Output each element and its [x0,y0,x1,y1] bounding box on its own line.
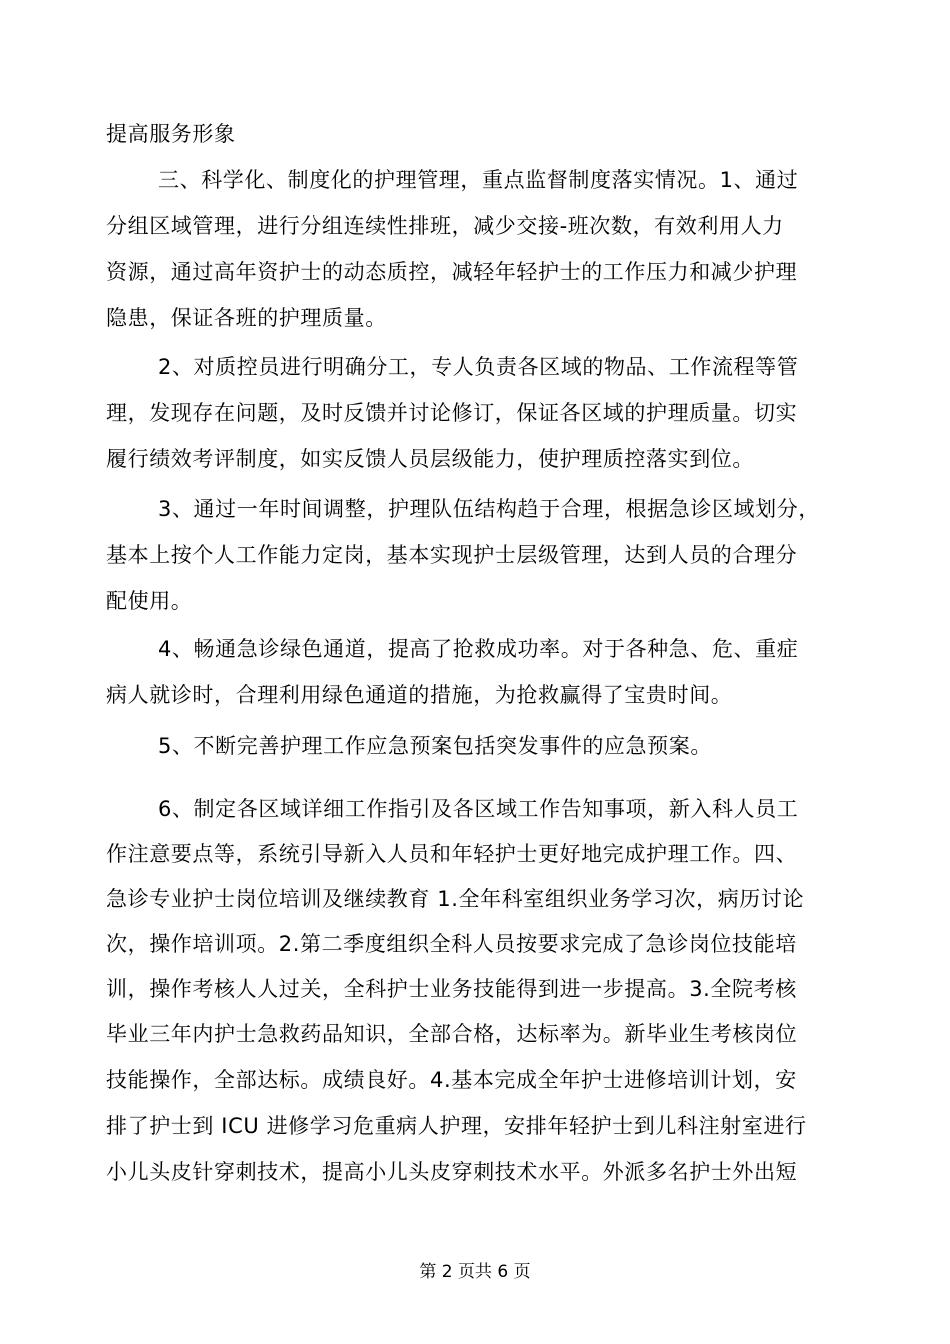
text-line: 隐患，保证各班的护理质量。 [106,306,387,330]
text-line: 4、畅通急诊绿色通道，提高了抢救成功率。对于各种急、危、重症 [158,637,799,661]
text-line: 作注意要点等，系统引导新入人员和年轻护士更好地完成护理工作。四、 [106,842,798,866]
text-line: 毕业三年内护士急救药品知识，全部合格，达标率为。新毕业生考核岗位 [106,1022,798,1046]
text-line: 履行绩效考评制度，如实反馈人员层级能力，使护理质控落实到位。 [106,447,754,471]
page-number: 第 2 页共 6 页 [419,1262,531,1282]
text-line: 理，发现存在问题，及时反馈并讨论修订，保证各区域的护理质量。切实 [106,401,798,425]
text-line: 2、对质控员进行明确分工，专人负责各区域的物品、工作流程等管 [158,355,799,379]
text-line: 训，操作考核人人过关，全科护士业务技能得到进一步提高。3.全院考核 [106,977,797,1001]
text-line: 三、科学化、制度化的护理管理，重点监督制度落实情况。1、通过 [158,168,799,192]
text-line: 6、制定各区域详细工作指引及各区域工作告知事项，新入科人员工 [158,797,799,821]
text-line: 配使用。 [106,589,193,613]
text-line: 排了护士到 ICU 进修学习危重病人护理，安排年轻护士到儿科注射室进行 [106,1114,807,1138]
text-line: 基本上按个人工作能力定岗，基本实现护士层级管理，达到人员的合理分 [106,543,798,567]
text-line: 5、不断完善护理工作应急预案包括突发事件的应急预案。 [158,734,712,758]
text-line: 提高服务形象 [106,122,236,146]
text-line: 3、通过一年时间调整，护理队伍结构趋于合理，根据急诊区域划分， [158,497,820,521]
text-line: 资源，通过高年资护士的动态质控，减轻年轻护士的工作压力和减少护理 [106,260,798,284]
text-line: 小儿头皮针穿刺技术，提高小儿头皮穿刺技术水平。外派多名护士外出短 [106,1160,798,1184]
text-line: 分组区域管理，进行分组连续性排班，减少交接-班次数，有效利用人力 [106,214,784,238]
text-line: 技能操作，全部达标。成绩良好。4.基本完成全年护士进修培训计划，安 [106,1068,797,1092]
text-line: 次，操作培训项。2.第二季度组织全科人员按要求完成了急诊岗位技能培 [106,932,797,956]
text-line: 急诊专业护士岗位培训及继续教育 1.全年科室组织业务学习次，病历讨论 [106,887,805,911]
text-line: 病人就诊时，合理利用绿色通道的措施，为抢救赢得了宝贵时间。 [106,683,733,707]
